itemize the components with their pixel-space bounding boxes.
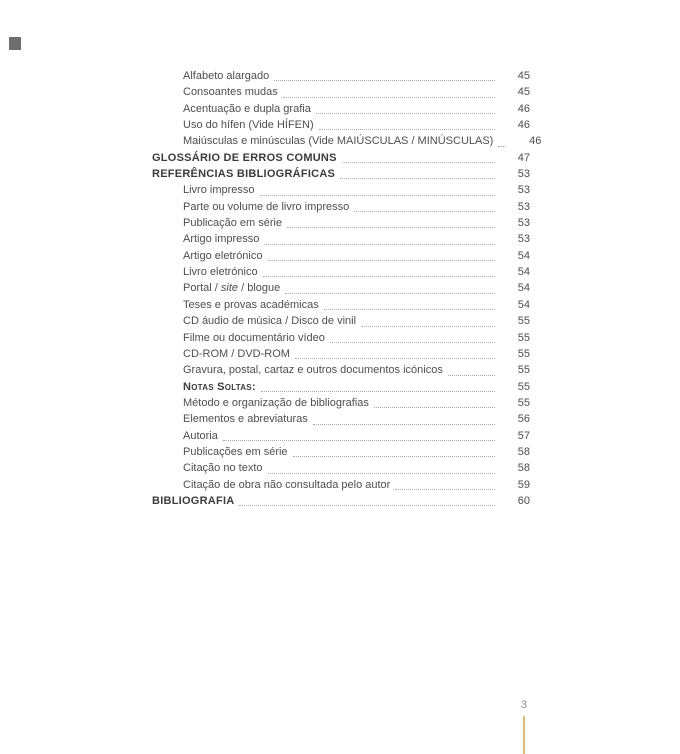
toc-page-number: 53	[517, 168, 530, 181]
corner-mark	[9, 37, 21, 50]
dot-leader	[340, 178, 495, 179]
toc-entry-label: Artigo eletrónico	[183, 249, 263, 262]
toc-page-number: 54	[517, 282, 530, 295]
dot-leader	[283, 97, 495, 98]
toc-page-number: 45	[517, 86, 530, 99]
toc-row	[152, 395, 530, 411]
toc-row	[152, 493, 530, 509]
dot-leader	[295, 358, 495, 359]
dot-leader	[324, 309, 495, 310]
toc-page-number: 55	[517, 380, 530, 393]
toc-row	[152, 280, 530, 296]
toc-page-number: 54	[517, 298, 530, 311]
toc-entry-label: Artigo impresso	[183, 233, 260, 246]
dot-leader	[223, 440, 495, 441]
toc-entry-label: Método e organização de bibliografias	[183, 396, 369, 409]
toc-row	[152, 297, 530, 313]
toc-entry-label: Portal / site / blogue	[183, 282, 281, 295]
toc-row	[152, 68, 530, 84]
toc-page-number: 46	[517, 119, 530, 132]
toc-entry-label: Acentuação e dupla grafia	[183, 102, 311, 115]
toc-entry-label: BIBLIOGRAFIA	[152, 494, 235, 507]
toc-page-number: 54	[517, 249, 530, 262]
toc-row	[152, 264, 530, 280]
toc-row	[152, 411, 530, 427]
toc-entry-label: GLOSSÁRIO DE ERROS COMUNS	[152, 151, 337, 164]
toc-row	[152, 428, 530, 444]
toc-entry-label: REFERÊNCIAS BIBLIOGRÁFICAS	[152, 168, 336, 181]
toc-row	[152, 133, 542, 149]
toc-row	[152, 231, 530, 247]
toc-row	[152, 362, 530, 378]
dot-leader	[330, 342, 495, 343]
toc-entry-label: Notas Soltas:	[183, 380, 256, 393]
dot-leader	[395, 489, 495, 490]
toc-entry-label: Livro eletrónico	[183, 266, 258, 279]
toc-page-number: 55	[517, 364, 530, 377]
toc-entry-label: Consoantes mudas	[183, 86, 278, 99]
toc-page-number: 55	[517, 315, 530, 328]
toc-entry-label: CD áudio de música / Disco de vinil	[183, 315, 357, 328]
toc-entry-label: Elementos e abreviaturas	[183, 413, 308, 426]
dot-leader	[268, 260, 496, 261]
toc-row	[152, 182, 530, 198]
toc-entry-label: Livro impresso	[183, 184, 255, 197]
toc-entry-label: Uso do hífen (Vide HÍFEN)	[183, 119, 314, 132]
dot-leader	[313, 424, 495, 425]
toc-row	[152, 117, 530, 133]
toc-page-number: 57	[517, 429, 530, 442]
dot-leader	[293, 456, 495, 457]
toc-page-number: 46	[517, 102, 530, 115]
toc-entry-label: Parte ou volume de livro impresso	[183, 200, 350, 213]
toc-row	[152, 346, 530, 362]
table-of-contents	[152, 68, 542, 509]
toc-entry-label: Citação de obra não consultada pelo autor	[183, 478, 391, 491]
toc-entry-label: Gravura, postal, cartaz e outros documentos icónicos	[183, 364, 443, 377]
dot-leader	[448, 375, 495, 376]
dot-leader	[316, 113, 495, 114]
dot-leader	[342, 162, 495, 163]
dot-leader	[274, 80, 495, 81]
toc-row	[152, 215, 530, 231]
dot-leader	[268, 473, 496, 474]
dot-leader	[239, 505, 495, 506]
toc-page-number: 54	[517, 266, 530, 279]
toc-entry-label: Maiúsculas e minúsculas (Vide MAIÚSCULAS / MINÚSCULAS)	[183, 135, 494, 148]
toc-row	[152, 248, 530, 264]
toc-page-number: 47	[517, 151, 530, 164]
toc-page-number: 58	[517, 462, 530, 475]
toc-entry-label: Publicações em série	[183, 445, 288, 458]
toc-entry-label: Teses e provas académicas	[183, 298, 319, 311]
dot-leader	[498, 146, 506, 147]
toc-page-number: 53	[517, 184, 530, 197]
toc-page-number: 55	[517, 347, 530, 360]
toc-entry-label: Filme ou documentário vídeo	[183, 331, 325, 344]
toc-row	[152, 313, 530, 329]
toc-page-number: 58	[517, 445, 530, 458]
dot-leader	[285, 293, 495, 294]
toc-row	[152, 199, 530, 215]
toc-row	[152, 460, 530, 476]
toc-page-number: 55	[517, 331, 530, 344]
dot-leader	[263, 276, 495, 277]
footer-page-number: 3	[520, 699, 527, 711]
toc-entry-label: Citação no texto	[183, 462, 263, 475]
dot-leader	[374, 407, 495, 408]
toc-page-number: 46	[529, 135, 542, 148]
toc-row	[152, 379, 530, 395]
dot-leader	[319, 129, 495, 130]
toc-page-number: 60	[517, 494, 530, 507]
toc-page-number: 53	[517, 200, 530, 213]
toc-entry-label: Autoria	[183, 429, 218, 442]
toc-page-number: 59	[517, 478, 530, 491]
dot-leader	[287, 227, 495, 228]
dot-leader	[264, 244, 495, 245]
footer-accent-line	[523, 716, 525, 754]
dot-leader	[260, 195, 495, 196]
toc-entry-label: CD-ROM / DVD-ROM	[183, 347, 290, 360]
toc-row	[152, 330, 530, 346]
toc-entry-label: Alfabeto alargado	[183, 70, 270, 82]
toc-page-number: 53	[517, 217, 530, 230]
toc-row	[152, 166, 530, 182]
toc-page-number: 55	[517, 396, 530, 409]
toc-page-number: 45	[517, 70, 530, 82]
toc-row	[152, 150, 530, 166]
dot-leader	[354, 211, 495, 212]
toc-row	[152, 101, 530, 117]
toc-page-number: 56	[517, 413, 530, 426]
toc-entry-label: Publicação em série	[183, 217, 283, 230]
toc-row	[152, 84, 530, 100]
toc-row	[152, 477, 530, 493]
toc-row	[152, 444, 530, 460]
dot-leader	[261, 391, 495, 392]
dot-leader	[361, 326, 495, 327]
toc-page-number: 53	[517, 233, 530, 246]
